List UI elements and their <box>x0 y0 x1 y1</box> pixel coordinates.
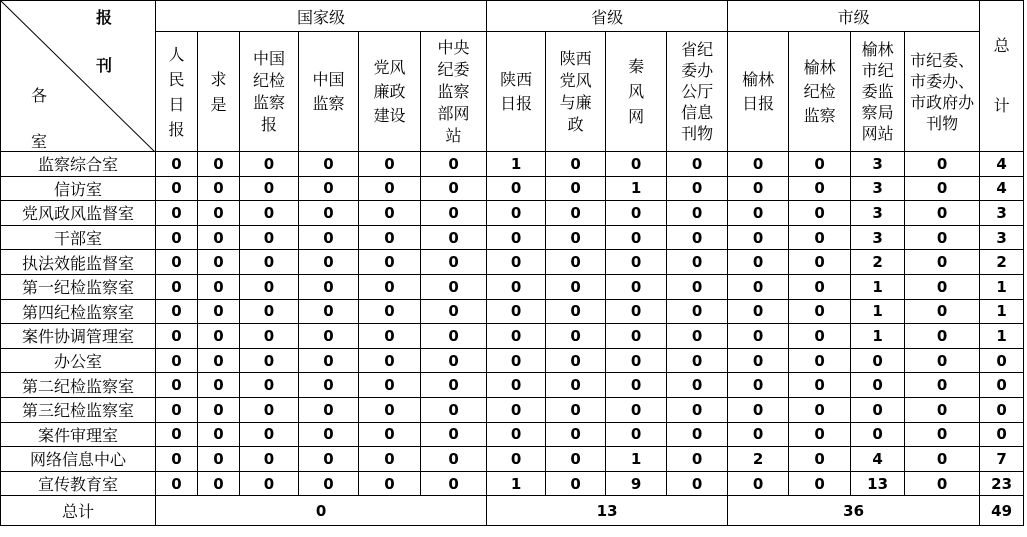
col-header-4 <box>359 32 421 152</box>
col-label: 中央纪委监察部网站 <box>437 37 470 145</box>
count-cell: 0 <box>851 348 905 373</box>
count-cell: 0 <box>667 397 728 422</box>
count-cell: 0 <box>421 250 487 275</box>
count-cell: 0 <box>905 250 980 275</box>
count-cell: 0 <box>606 152 667 177</box>
count-cell: 0 <box>156 397 198 422</box>
group-national: 国家级 <box>156 1 487 32</box>
count-cell: 0 <box>156 447 198 472</box>
count-cell: 0 <box>905 373 980 398</box>
diagonal-line <box>1 1 156 152</box>
dept-name: 办公室 <box>1 348 156 373</box>
count-cell: 0 <box>240 397 299 422</box>
col-label: 中国纪检监察报 <box>252 48 285 134</box>
table-row <box>1 152 1024 177</box>
count-cell: 0 <box>487 324 546 349</box>
count-cell: 0 <box>487 201 546 226</box>
count-cell: 13 <box>851 471 905 496</box>
count-cell: 0 <box>606 422 667 447</box>
count-cell: 0 <box>240 176 299 201</box>
count-cell: 0 <box>156 299 198 324</box>
count-cell: 0 <box>728 422 789 447</box>
count-cell: 0 <box>905 299 980 324</box>
count-cell: 0 <box>359 373 421 398</box>
count-cell: 0 <box>421 225 487 250</box>
corner-top-char-2: 刊 <box>96 56 113 75</box>
dept-name: 干部室 <box>1 225 156 250</box>
count-cell: 0 <box>546 471 606 496</box>
count-cell: 1 <box>487 471 546 496</box>
count-cell: 0 <box>299 422 359 447</box>
count-cell: 0 <box>606 397 667 422</box>
count-cell: 0 <box>156 201 198 226</box>
count-cell: 0 <box>240 225 299 250</box>
corner-top-char-1: 报 <box>96 8 113 27</box>
count-cell: 0 <box>789 225 851 250</box>
count-cell: 0 <box>359 324 421 349</box>
totals-row <box>1 496 1024 526</box>
col-header-9 <box>667 32 728 152</box>
row-total: 0 <box>980 348 1024 373</box>
count-cell: 0 <box>299 299 359 324</box>
count-cell: 0 <box>667 176 728 201</box>
count-cell: 0 <box>606 299 667 324</box>
col-label: 秦风网 <box>628 57 645 126</box>
count-cell: 0 <box>198 274 240 299</box>
row-total: 1 <box>980 299 1024 324</box>
count-cell: 0 <box>728 201 789 226</box>
col-header-1 <box>198 32 240 152</box>
count-cell: 0 <box>851 373 905 398</box>
count-cell: 0 <box>728 397 789 422</box>
count-cell: 0 <box>667 201 728 226</box>
count-cell: 1 <box>851 299 905 324</box>
count-cell: 0 <box>667 447 728 472</box>
count-cell: 0 <box>789 274 851 299</box>
group-municipal: 市级 <box>728 1 980 32</box>
count-cell: 0 <box>359 176 421 201</box>
count-cell: 0 <box>728 373 789 398</box>
count-cell: 0 <box>156 373 198 398</box>
count-cell: 0 <box>240 250 299 275</box>
col-label: 求是 <box>210 69 227 114</box>
count-cell: 0 <box>240 422 299 447</box>
count-cell: 0 <box>359 201 421 226</box>
dept-name: 案件审理室 <box>1 422 156 447</box>
count-cell: 0 <box>359 299 421 324</box>
count-cell: 0 <box>299 225 359 250</box>
count-cell: 0 <box>667 373 728 398</box>
count-cell: 0 <box>789 324 851 349</box>
count-cell: 0 <box>905 176 980 201</box>
count-cell: 0 <box>198 422 240 447</box>
count-cell: 0 <box>421 422 487 447</box>
count-cell: 0 <box>728 274 789 299</box>
count-cell: 0 <box>421 348 487 373</box>
count-cell: 0 <box>667 422 728 447</box>
dept-name: 第一纪检监察室 <box>1 274 156 299</box>
count-cell: 2 <box>851 250 905 275</box>
col-label: 陕西党风与廉政 <box>559 48 592 134</box>
col-header-10 <box>728 32 789 152</box>
col-header-12 <box>851 32 905 152</box>
count-cell: 0 <box>728 176 789 201</box>
count-cell: 0 <box>421 201 487 226</box>
dept-name: 执法效能监督室 <box>1 250 156 275</box>
total-column-label: 总计 <box>993 36 1010 115</box>
count-cell: 0 <box>789 176 851 201</box>
count-cell: 0 <box>198 201 240 226</box>
count-cell: 0 <box>487 225 546 250</box>
count-cell: 0 <box>240 373 299 398</box>
count-cell: 0 <box>487 299 546 324</box>
count-cell: 0 <box>198 348 240 373</box>
count-cell: 0 <box>156 225 198 250</box>
count-cell: 0 <box>359 447 421 472</box>
table-row <box>1 274 1024 299</box>
count-cell: 0 <box>667 299 728 324</box>
row-total: 1 <box>980 274 1024 299</box>
corner-header <box>1 1 156 152</box>
count-cell: 0 <box>156 422 198 447</box>
dept-name: 宣传教育室 <box>1 471 156 496</box>
count-cell: 0 <box>789 397 851 422</box>
count-cell: 0 <box>487 397 546 422</box>
count-cell: 0 <box>606 324 667 349</box>
count-cell: 0 <box>546 299 606 324</box>
count-cell: 0 <box>487 250 546 275</box>
count-cell: 0 <box>156 152 198 177</box>
count-cell: 0 <box>240 471 299 496</box>
count-cell: 0 <box>299 324 359 349</box>
count-cell: 0 <box>606 250 667 275</box>
count-cell: 0 <box>546 152 606 177</box>
table-row <box>1 348 1024 373</box>
col-header-7 <box>546 32 606 152</box>
col-header-5 <box>421 32 487 152</box>
col-label: 榆林市纪委监察局网站 <box>861 40 894 143</box>
row-total: 0 <box>980 397 1024 422</box>
count-cell: 0 <box>299 274 359 299</box>
count-cell: 0 <box>421 274 487 299</box>
count-cell: 0 <box>546 447 606 472</box>
count-cell: 0 <box>299 447 359 472</box>
count-cell: 0 <box>359 274 421 299</box>
col-label: 榆林日报 <box>742 69 775 113</box>
count-cell: 0 <box>789 152 851 177</box>
count-cell: 0 <box>546 348 606 373</box>
count-cell: 0 <box>546 397 606 422</box>
count-cell: 0 <box>359 225 421 250</box>
col-label: 人民日报 <box>168 44 185 139</box>
count-cell: 0 <box>198 373 240 398</box>
count-cell: 0 <box>198 152 240 177</box>
count-cell: 0 <box>667 250 728 275</box>
count-cell: 0 <box>421 176 487 201</box>
dept-name: 网络信息中心 <box>1 447 156 472</box>
count-cell: 0 <box>851 422 905 447</box>
count-cell: 1 <box>487 152 546 177</box>
count-cell: 0 <box>421 299 487 324</box>
dept-name: 信访室 <box>1 176 156 201</box>
col-header-2 <box>240 32 299 152</box>
count-cell: 0 <box>240 324 299 349</box>
corner-bottom-char-1: 各 <box>31 86 48 105</box>
count-cell: 0 <box>606 373 667 398</box>
table-row <box>1 471 1024 496</box>
dept-name: 党风政风监督室 <box>1 201 156 226</box>
count-cell: 0 <box>546 324 606 349</box>
row-total: 2 <box>980 250 1024 275</box>
table-body <box>1 152 1024 496</box>
table-row <box>1 397 1024 422</box>
table-row <box>1 373 1024 398</box>
row-total: 1 <box>980 324 1024 349</box>
count-cell: 0 <box>546 274 606 299</box>
count-cell: 3 <box>851 225 905 250</box>
count-cell: 0 <box>487 348 546 373</box>
count-cell: 0 <box>156 348 198 373</box>
count-cell: 1 <box>606 447 667 472</box>
count-cell: 0 <box>487 274 546 299</box>
total-municipal: 36 <box>728 496 980 526</box>
count-cell: 0 <box>198 250 240 275</box>
count-cell: 0 <box>156 274 198 299</box>
col-header-3 <box>299 32 359 152</box>
count-cell: 0 <box>487 422 546 447</box>
count-cell: 0 <box>421 324 487 349</box>
col-label: 榆林纪检监察 <box>803 57 836 125</box>
group-provincial: 省级 <box>487 1 728 32</box>
count-cell: 0 <box>421 471 487 496</box>
count-cell: 0 <box>156 324 198 349</box>
col-header-6 <box>487 32 546 152</box>
count-cell: 0 <box>156 176 198 201</box>
count-cell: 0 <box>198 471 240 496</box>
count-cell: 0 <box>851 397 905 422</box>
row-total: 4 <box>980 152 1024 177</box>
count-cell: 0 <box>728 324 789 349</box>
count-cell: 0 <box>905 447 980 472</box>
count-cell: 0 <box>299 201 359 226</box>
dept-name: 监察综合室 <box>1 152 156 177</box>
table-row <box>1 250 1024 275</box>
count-cell: 0 <box>546 201 606 226</box>
count-cell: 0 <box>728 348 789 373</box>
count-cell: 0 <box>667 152 728 177</box>
count-cell: 0 <box>299 373 359 398</box>
table-row <box>1 447 1024 472</box>
dept-name: 第四纪检监察室 <box>1 299 156 324</box>
count-cell: 0 <box>299 250 359 275</box>
col-header-11 <box>789 32 851 152</box>
count-cell: 0 <box>240 299 299 324</box>
count-cell: 0 <box>606 225 667 250</box>
count-cell: 0 <box>905 422 980 447</box>
count-cell: 0 <box>198 324 240 349</box>
row-total: 23 <box>980 471 1024 496</box>
count-cell: 0 <box>905 348 980 373</box>
count-cell: 0 <box>421 373 487 398</box>
count-cell: 1 <box>851 324 905 349</box>
table-row <box>1 225 1024 250</box>
col-header-0 <box>156 32 198 152</box>
col-label: 中国监察 <box>312 69 345 113</box>
count-cell: 0 <box>546 176 606 201</box>
count-cell: 3 <box>851 201 905 226</box>
count-cell: 0 <box>487 176 546 201</box>
count-cell: 0 <box>359 348 421 373</box>
row-total: 0 <box>980 422 1024 447</box>
count-cell: 0 <box>240 274 299 299</box>
count-cell: 0 <box>299 348 359 373</box>
count-cell: 0 <box>728 225 789 250</box>
count-cell: 0 <box>421 152 487 177</box>
count-cell: 3 <box>851 176 905 201</box>
totals-label: 总计 <box>1 496 156 526</box>
count-cell: 0 <box>156 471 198 496</box>
count-cell: 0 <box>240 447 299 472</box>
count-cell: 0 <box>667 225 728 250</box>
count-cell: 0 <box>905 225 980 250</box>
grand-total: 49 <box>980 496 1024 526</box>
total-column-header <box>980 1 1024 152</box>
count-cell: 0 <box>198 397 240 422</box>
count-cell: 0 <box>240 201 299 226</box>
count-cell: 0 <box>728 471 789 496</box>
count-cell: 0 <box>905 274 980 299</box>
count-cell: 0 <box>789 299 851 324</box>
count-cell: 0 <box>299 397 359 422</box>
count-cell: 0 <box>487 373 546 398</box>
count-cell: 0 <box>546 373 606 398</box>
count-cell: 0 <box>905 324 980 349</box>
col-label: 陕西日报 <box>500 69 533 113</box>
dept-name: 第三纪检监察室 <box>1 397 156 422</box>
count-cell: 3 <box>851 152 905 177</box>
col-header-8 <box>606 32 667 152</box>
count-cell: 0 <box>198 225 240 250</box>
count-cell: 0 <box>728 152 789 177</box>
col-label: 党风廉政建设 <box>373 57 406 125</box>
row-total: 0 <box>980 373 1024 398</box>
count-cell: 0 <box>198 299 240 324</box>
count-cell: 0 <box>487 447 546 472</box>
table-row <box>1 176 1024 201</box>
count-cell: 0 <box>667 274 728 299</box>
row-total: 3 <box>980 225 1024 250</box>
count-cell: 0 <box>789 471 851 496</box>
count-cell: 0 <box>359 422 421 447</box>
count-cell: 0 <box>667 324 728 349</box>
count-cell: 1 <box>851 274 905 299</box>
count-cell: 0 <box>546 250 606 275</box>
count-cell: 0 <box>789 348 851 373</box>
count-cell: 0 <box>359 471 421 496</box>
count-cell: 0 <box>359 250 421 275</box>
count-cell: 0 <box>728 250 789 275</box>
col-header-13 <box>905 32 980 152</box>
count-cell: 0 <box>905 201 980 226</box>
count-cell: 0 <box>299 176 359 201</box>
count-cell: 0 <box>198 176 240 201</box>
count-cell: 0 <box>606 348 667 373</box>
count-cell: 0 <box>905 152 980 177</box>
total-provincial: 13 <box>487 496 728 526</box>
count-cell: 0 <box>156 250 198 275</box>
count-cell: 9 <box>606 471 667 496</box>
count-cell: 0 <box>905 471 980 496</box>
count-cell: 4 <box>851 447 905 472</box>
total-national: 0 <box>156 496 487 526</box>
dept-name: 第二纪检监察室 <box>1 373 156 398</box>
count-cell: 0 <box>789 447 851 472</box>
count-cell: 0 <box>546 422 606 447</box>
count-cell: 2 <box>728 447 789 472</box>
count-cell: 0 <box>299 471 359 496</box>
count-cell: 0 <box>546 225 606 250</box>
count-cell: 0 <box>421 397 487 422</box>
count-cell: 0 <box>789 201 851 226</box>
count-cell: 1 <box>606 176 667 201</box>
count-cell: 0 <box>240 152 299 177</box>
count-cell: 0 <box>359 152 421 177</box>
col-label: 市纪委、市委办、市政府办刊物 <box>910 50 975 133</box>
table-row <box>1 422 1024 447</box>
table-row <box>1 299 1024 324</box>
count-cell: 0 <box>606 274 667 299</box>
count-cell: 0 <box>728 299 789 324</box>
dept-name: 案件协调管理室 <box>1 324 156 349</box>
count-cell: 0 <box>299 152 359 177</box>
row-total: 3 <box>980 201 1024 226</box>
count-cell: 0 <box>789 422 851 447</box>
corner-bottom-char-2: 室 <box>31 132 48 151</box>
row-total: 7 <box>980 447 1024 472</box>
col-label: 省纪委办公厅信息刊物 <box>681 40 714 143</box>
count-cell: 0 <box>606 201 667 226</box>
count-cell: 0 <box>789 373 851 398</box>
table-row <box>1 324 1024 349</box>
count-cell: 0 <box>198 447 240 472</box>
count-cell: 0 <box>359 397 421 422</box>
row-total: 4 <box>980 176 1024 201</box>
count-cell: 0 <box>789 250 851 275</box>
count-cell: 0 <box>240 348 299 373</box>
count-cell: 0 <box>667 471 728 496</box>
count-cell: 0 <box>667 348 728 373</box>
count-cell: 0 <box>421 447 487 472</box>
table-row <box>1 201 1024 226</box>
count-cell: 0 <box>905 397 980 422</box>
